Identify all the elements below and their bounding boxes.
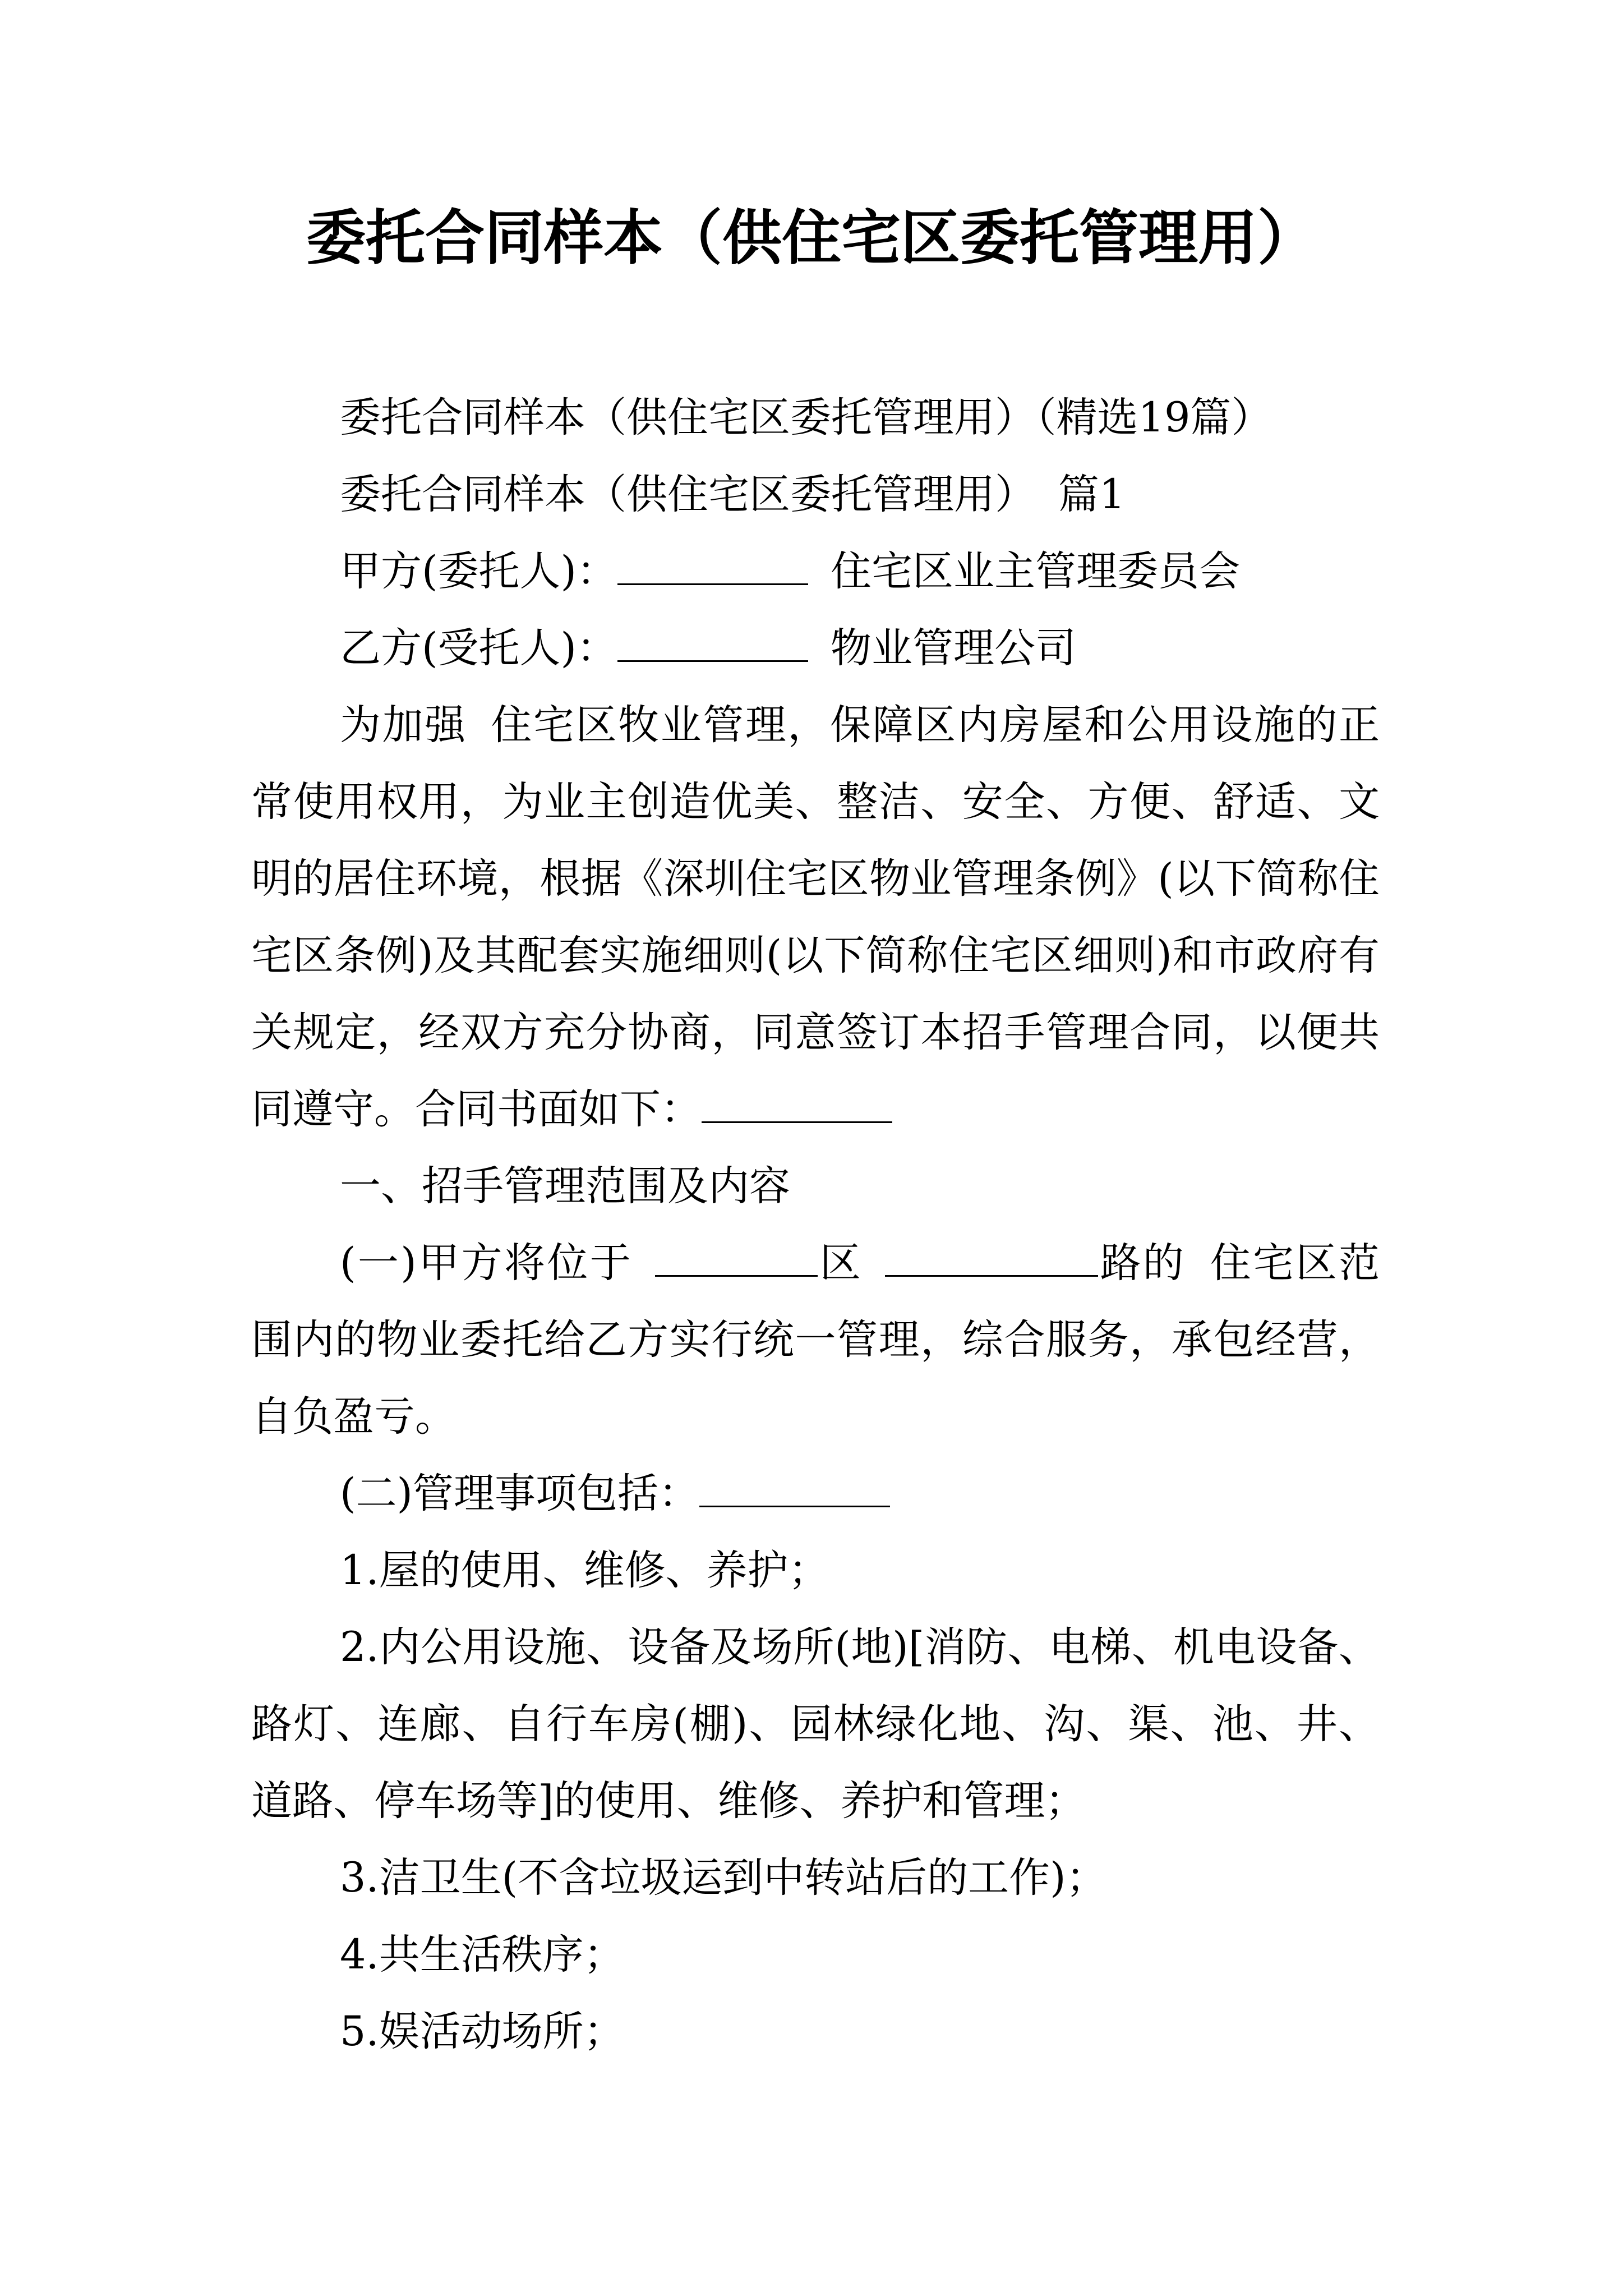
section-heading-text: 委托合同样本（供住宅区委托管理用） xyxy=(340,471,1036,518)
party-a-label: 甲方(委托人)： xyxy=(340,547,617,595)
document-title: 委托合同样本（供住宅区委托管理用） xyxy=(306,204,1317,273)
district-blank xyxy=(655,1236,818,1277)
clause-two-text: (二)管理事项包括： xyxy=(340,1470,699,1517)
party-a-name: 住宅区业主管理委员会 xyxy=(830,547,1240,595)
list-item-3: 3.洁卫生(不含垃圾运到中转站后的工作)； xyxy=(340,1854,1107,1902)
clause-one-body: 住宅区范围内的物业委托给乙方实行统一管理，综合服务，承包经营，自负盈亏。 xyxy=(251,1239,1380,1441)
party-b-line xyxy=(251,610,1380,687)
section-heading-number: 篇1 xyxy=(1058,471,1126,518)
party-b-blank xyxy=(617,621,808,662)
list-item-2: 2.内公用设施、设备及场所(地)[消防、电梯、机电设备、路灯、连廊、自行车房(棚)、园林绿化地、沟、渠、池、井、道路、停车场等]的使用、维修、养护和管理； xyxy=(251,1623,1380,1825)
document-subtitle: 委托合同样本（供住宅区委托管理用）（精选19篇） xyxy=(340,394,1272,441)
heading-scope: 一、招手管理范围及内容 xyxy=(340,1162,790,1210)
intro-blank xyxy=(702,1082,892,1123)
clause-one-road: 路的 xyxy=(1098,1239,1186,1287)
clause-one-district: 区 xyxy=(818,1239,863,1287)
intro-lead: 为加强 xyxy=(340,701,467,749)
party-a-blank xyxy=(617,544,808,585)
clause-two xyxy=(251,1455,1380,1532)
list-item-1: 1.屋的使用、维修、养护； xyxy=(340,1547,829,1594)
clause-one-lead: (一)甲方将位于 xyxy=(340,1239,633,1287)
party-b-name: 物业管理公司 xyxy=(830,624,1076,672)
list-item-5: 5.娱活动场所； xyxy=(340,2008,625,2055)
list-item-4: 4.共生活秩序； xyxy=(340,1931,625,1978)
document-body xyxy=(251,379,1380,2070)
clause-two-blank xyxy=(699,1466,890,1507)
party-a-line xyxy=(251,533,1380,610)
intro-paragraph xyxy=(251,687,1380,1148)
road-blank xyxy=(885,1236,1098,1277)
party-b-label: 乙方(受托人)： xyxy=(340,624,617,672)
section-heading xyxy=(251,456,1380,533)
intro-body: 住宅区牧业管理，保障区内房屋和公用设施的正常使用权用，为业主创造优美、整洁、安全、方便、舒适、文明的居住环境，根据《深圳住宅区物业管理条例》(以下简称住宅区条例)及其配套实施细则(以下简称住宅区细则)和市政府有关规定，经双方充分协商，同意签订本招手管理合同，以便共同遵守。合同书面如下： xyxy=(251,701,1380,1133)
clause-one xyxy=(251,1225,1380,1455)
